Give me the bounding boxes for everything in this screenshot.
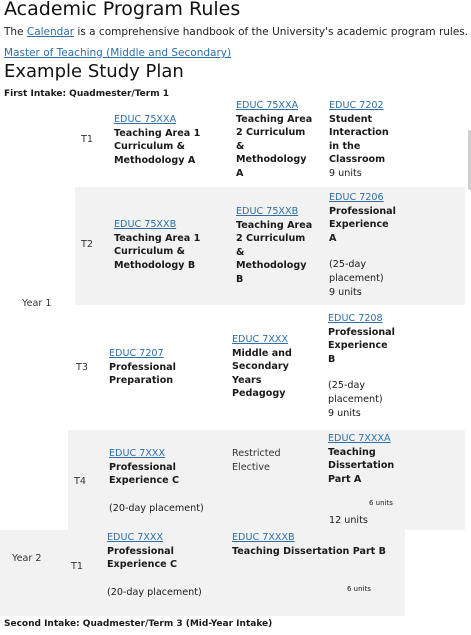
year2-term-t1-label: T1 <box>71 561 83 572</box>
course-code-link[interactable]: EDUC 75XXB <box>114 219 177 230</box>
course-code-link[interactable]: EDUC 7207 <box>109 348 164 359</box>
second-intake-heading: Second Intake: Quadmester/Term 3 (Mid-Year Intake) <box>4 619 273 629</box>
intro-text: The Calendar is a comprehensive handbook of the University's academic program rules. <box>4 26 469 38</box>
units-label: 6 units <box>347 585 371 593</box>
course-code-link[interactable]: EDUC 7XXXA <box>328 433 391 444</box>
course-cell: EDUC 7XXX Professional Experience C (20-day placement) <box>109 448 204 514</box>
term-t2-label: T2 <box>81 239 93 250</box>
course-cell: Restricted Elective <box>232 448 281 473</box>
course-code-link[interactable]: EDUC 7XXX <box>109 448 166 459</box>
term-t4-label: T4 <box>74 476 86 487</box>
course-code-link[interactable]: EDUC 7208 <box>328 313 383 324</box>
term-t1-label: T1 <box>81 134 93 145</box>
units-label: 9 units <box>329 286 362 298</box>
course-code-link[interactable]: EDUC 75XXB <box>236 206 299 217</box>
course-code-link[interactable]: EDUC 7XXXB <box>232 532 295 543</box>
first-intake-heading: First Intake: Quadmester/Term 1 <box>4 89 169 99</box>
program-link[interactable]: Master of Teaching (Middle and Secondary) <box>4 47 232 59</box>
term-t3-label: T3 <box>76 362 88 373</box>
year-1-label: Year 1 <box>22 298 52 309</box>
page-title: Academic Program Rules <box>4 0 241 20</box>
course-code-link[interactable]: EDUC 7XXX <box>107 532 164 543</box>
units-label: 12 units <box>329 515 368 526</box>
course-cell: EDUC 7206 Professional Experience A (25-day placement) 9 units <box>329 192 396 298</box>
study-plan-heading: Example Study Plan <box>4 61 184 82</box>
course-cell: EDUC 7XXX Middle and Secondary Years Pedagogy <box>232 334 292 400</box>
course-code-link[interactable]: EDUC 7202 <box>329 100 384 111</box>
units-label: 9 units <box>328 407 361 419</box>
course-code-link[interactable]: EDUC 75XXA <box>114 114 177 125</box>
course-code-link[interactable]: EDUC 7206 <box>329 192 384 203</box>
course-cell: EDUC 75XXB Teaching Area 1 Curriculum & Methodology B <box>114 219 201 271</box>
course-cell: EDUC 7208 Professional Experience B (25-day placement) 9 units <box>328 313 395 419</box>
course-cell: EDUC 7XXXA Teaching Dissertation Part A <box>328 433 395 485</box>
course-cell: EDUC 7XXXB Teaching Dissertation Part B <box>232 532 386 557</box>
course-code-link[interactable]: EDUC 75XXA <box>236 100 299 111</box>
course-code-link[interactable]: EDUC 7XXX <box>232 334 289 345</box>
course-cell: EDUC 7207 Professional Preparation <box>109 348 176 387</box>
calendar-link[interactable]: Calendar <box>26 26 75 38</box>
course-cell: EDUC 7XXX Professional Experience C (20-day placement) <box>107 532 202 598</box>
course-cell: EDUC 7202 Student Interaction in the Classroom 9 units <box>329 100 389 179</box>
course-cell: EDUC 75XXB Teaching Area 2 Curriculum & Methodology B <box>236 206 313 285</box>
units-label: 9 units <box>329 167 362 179</box>
year-2-label: Year 2 <box>12 553 42 564</box>
course-cell: EDUC 75XXA Teaching Area 1 Curriculum & Methodology A <box>114 114 201 166</box>
course-cell: EDUC 75XXA Teaching Area 2 Curriculum & Methodology A <box>236 100 313 179</box>
units-label: 6 units <box>369 499 393 507</box>
